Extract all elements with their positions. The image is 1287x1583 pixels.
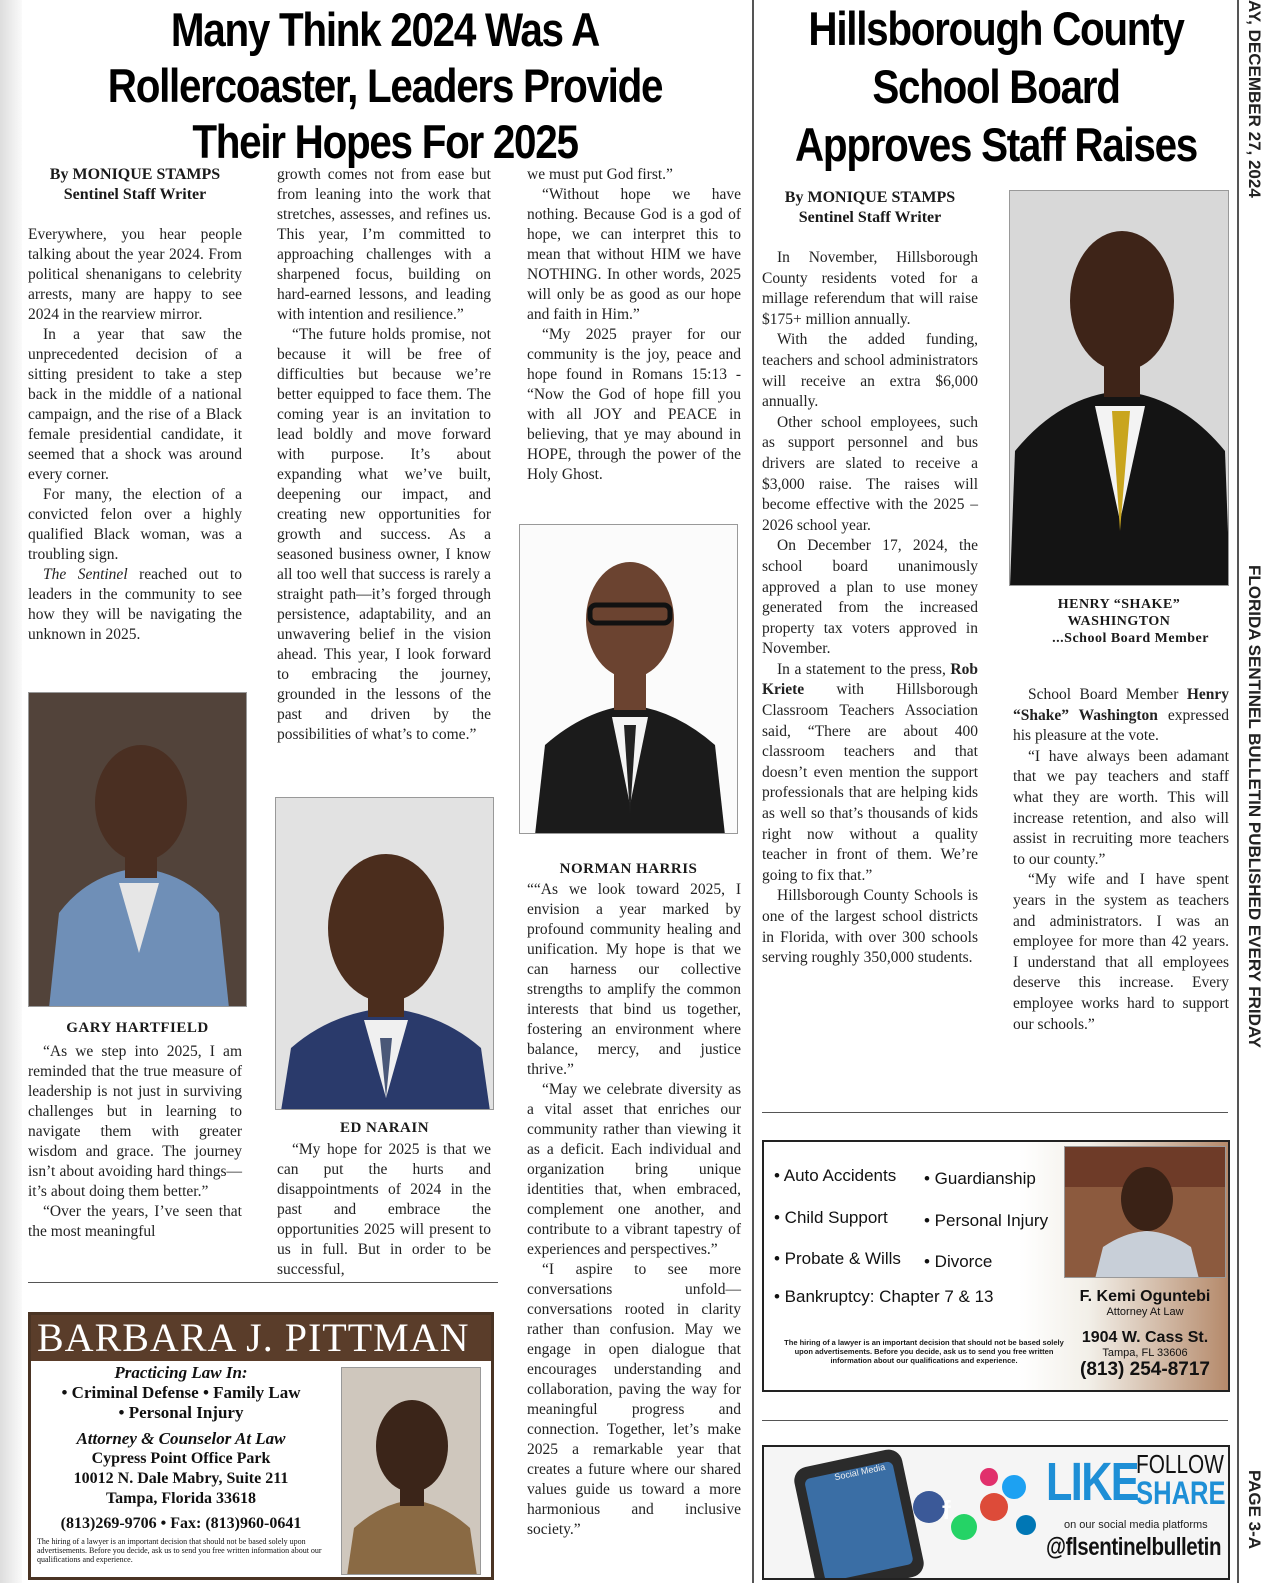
left-intro-p3: For many, the election of a convicted felon over a highly qualified Black woman, was a troubling sign. [28,486,242,563]
social-tagline: on our social media platforms [1064,1519,1208,1531]
side-page-number: PAGE 3-A [1245,1470,1264,1550]
pittman-areas-2: • Personal Injury [118,1403,244,1422]
right-col2-p3: “My wife and I have spent years in the system as teachers and administrators. I was an employee for more than 42 years. I understand that all employees deserve this increase. Every employee works hard to support our schools.” [1013,871,1229,1033]
right-col-1 [762,188,978,969]
left-headline [88,2,681,170]
left-headline-line-1: Many Think 2024 Was A [170,3,600,56]
social-share-word: SHARE [1136,1475,1226,1511]
ed-narain-photo [275,797,494,1110]
center-column-rule [752,0,754,1583]
left-intro-p1: Everywhere, you hear people talking about the year 2024. From political shenanigans to celebrity arrests, many are happy to see 2024 in the rearview mirror. [28,226,242,323]
social-icons-graphic [764,1447,1044,1580]
left-headline-line-3: Their Hopes For 2025 [192,115,578,168]
left-intro-p2: In a year that saw the unprecedented decision of a sitting president to take a step back in the middle of a national campaign, and the rise of a Black female presidential candidate, it seemed that a shock was around every corner. [28,326,242,483]
oguntebi-address: 1904 W. Cass St. [1081,1329,1209,1346]
right-col-1-text [762,248,978,969]
facebook-icon: f [942,1495,951,1525]
pittman-addr-1: Cypress Point Office Park [91,1450,271,1467]
oguntebi-item-probate-wills: • Probate & Wills [774,1249,901,1268]
left-col-2 [277,165,491,745]
pittman-practicing: Practicing Law In: [114,1363,248,1382]
col3-p3: “My 2025 prayer for our community is the joy, peace and hope found in Romans 15:13 - “Now the God of hope fill you with all JOY and PEACE in believing, that ye may abound in HOPE, through the power of the Holy Ghost. [527,326,741,483]
page-shadow [0,0,22,1583]
side-publication: FLORIDA SENTINEL BULLETIN PUBLISHED EVERY FRIDAY [1245,565,1264,1048]
norman-quote-p3: “I aspire to see more conversations unfold—conversations rooted in clarity rather than confusion. May we engage in open dialogue that encourages understanding and collaboration, paving the way for meaningful progress and connection. Together, let’s make 2025 a remarkable year that creates a future where our shared values guide us toward a more harmonious and inclusive society.” [527,1261,741,1538]
left-intro-p4 [28,565,242,645]
ad-oguntebi [762,1140,1230,1392]
right-p1: In November, Hillsborough County residents voted for a millage referendum that will raise $175+ million annually. [762,249,978,328]
social-handle: @flsentinelbulletin [1046,1533,1222,1561]
oguntebi-photo [1064,1146,1226,1278]
oguntebi-contact [1064,1288,1226,1381]
social-like-word: LIKE [1046,1452,1139,1512]
right-p6: Hillsborough County Schools is one of the largest school districts in Florida, with over 300 schools serving roughly 350,000 students. [762,887,978,967]
sentinel-italic: The Sentinel [43,566,128,583]
right-col2-p1 [1013,685,1229,747]
left-byline-title: Sentinel Staff Writer [63,186,207,203]
left-col-3 [527,165,741,485]
gary-quote-p1: “As we step into 2025, I am reminded that the true measure of leadership is not just in surviving challenges but in learning to navigate them with greater wisdom and grace. The journey isn’t about avoiding hard things—it’s about doing them better.” [28,1043,242,1200]
left-headline-line-2: Rollercoaster, Leaders Provide [107,59,663,112]
pittman-silhouette [342,1368,481,1575]
left-byline-name: By MONIQUE STAMPS [49,166,221,183]
oguntebi-disclaimer: The hiring of a lawyer is an important decision that should not be based solely upon advertisements. Before you decide, ask us to send you free written information about our qualifications and experience. [784,1338,1064,1365]
norman-quote-p2: “May we celebrate diversity as a vital asset that enriches our community rather than viewing it as a deficit. Each individual and organization bring unique identities that, when embraced, complement one another, and contribute to a vibrant tapestry of experiences and perspectives.” [527,1081,741,1258]
right-p5-post: with Hillsborough Classroom Teachers Association said, “There are about 400 classroom teachers and that doesn’t even mention the support professionals that are helping kids as well so that’s thousands of kids right now without a quality teacher in front of them. We’re going to fix that.” [762,681,978,884]
gary-silhouette [29,693,247,1007]
washington-silhouette [1010,191,1229,586]
left-intro-text [28,225,242,645]
col3-p2: “Without hope we have nothing. Because God is a god of hope, we can interpret this to mean that without HIM we have NOTHING. In other words, 2025 will only be as good as our hope and faith in Him.” [527,186,741,323]
right-p4: On December 17, 2024, the school board unanimously approved a plan to use money generated from the increased property tax voters approved in November. [762,537,978,658]
left-intro-p4-rest: reached out to leaders in the community to see how they will be navigating the unknown in 2025. [28,566,242,643]
oguntebi-silhouette [1065,1147,1226,1278]
washington-caption-title: ...School Board Member [1052,631,1209,646]
oguntebi-name: F. Kemi Oguntebi [1079,1288,1211,1305]
right-headline-line-2: School Board [872,60,1120,113]
henry-washington-photo [1009,190,1229,586]
pittman-name-banner: BARBARA J. PITTMAN [31,1315,491,1361]
pittman-phones: (813)269-9706 • Fax: (813)960-0641 [60,1515,302,1532]
norman-quote [527,880,741,1540]
col2-p1: growth comes not from ease but from leaning into the work that stretches, assesses, and refines us. This year, I’m committed to approaching challenges with a sharpened focus, building on hard-earned lessons, and leading with intention and resilience.” [277,166,491,323]
pittman-disclaimer: The hiring of a lawyer is an important decision that should not be based solely upon advertisements. Before you decide, ask us to send you free written information about our qualifications and experience. [37,1537,322,1564]
norman-quote-p1: ““As we look toward 2025, I envision a year marked by profound community healing and unification. My hope is that we can harness our collective strengths to amplify the common interests that bind us together, fostering an environment where balance, mercy, and justice thrive.” [527,881,741,1078]
norman-harris-photo [519,524,738,834]
right-headline [789,0,1204,174]
washington-name-bold: Henry “Shake” Washington [1013,686,1229,724]
ed-caption: ED NARAIN [339,1120,430,1136]
social-phone-label: Social Media [833,1461,887,1483]
side-date: AY, DECEMBER 27, 2024 [1245,0,1264,198]
oguntebi-title: Attorney At Law [1106,1306,1184,1318]
right-headline-line-1: Hillsborough County [808,2,1184,55]
oguntebi-item-auto-accidents: • Auto Accidents [774,1166,897,1185]
ed-silhouette [276,798,494,1110]
right-col2-p1-pre: School Board Member [1028,686,1187,703]
washington-caption [1009,596,1229,647]
right-col2-p2: “I have always been adamant that we pay teachers and staff what they are worth. This will increase retention, and also will assist in recruiting more teachers to our county.” [1013,747,1229,868]
ed-quote [277,1140,491,1280]
right-p5-pre: In a statement to the press, [777,660,951,678]
right-bottom-rule [762,1112,1228,1113]
oguntebi-phone: (813) 254-8717 [1080,1359,1210,1380]
right-p3: Other school employees, such as support personnel and bus drivers are slated to receive a $3,000 raise. The raises will become effective with the 2025 – 2026 school year. [762,413,978,534]
ad-social-media [762,1445,1230,1580]
right-p5 [762,660,978,887]
right-headline-line-3: Approves Staff Raises [795,118,1197,171]
pittman-details [31,1363,331,1566]
pittman-addr-3: Tampa, Florida 33618 [105,1490,257,1507]
norman-silhouette [520,525,738,834]
oguntebi-item-bankruptcy: • Bankruptcy: Chapter 7 & 13 [774,1287,994,1306]
left-bottom-rule [28,1282,498,1283]
col3-p1: we must put God first.” [527,166,673,183]
oguntebi-item-divorce: • Divorce [924,1252,993,1271]
right-byline-title: Sentinel Staff Writer [798,209,942,226]
oguntebi-item-personal-injury: • Personal Injury [924,1211,1049,1230]
right-bottom-rule-2 [762,1420,1228,1421]
ad-pittman [28,1312,494,1580]
ed-quote-p1: “My hope for 2025 is that we can put the hurts and disappointments of 2024 in the past and embrace the opportunities 2025 will present to us in full. But in order to be successful, [277,1141,491,1278]
pittman-areas-1: • Criminal Defense • Family Law [61,1383,301,1402]
pittman-addr-2: 10012 N. Dale Mabry, Suite 211 [73,1470,289,1487]
rob-kriete-name: Rob Kriete [762,660,978,699]
washington-caption-name: HENRY “SHAKE” WASHINGTON [1057,597,1181,629]
oguntebi-city: Tampa, FL 33606 [1102,1347,1188,1359]
gary-quote-p2: “Over the years, I’ve seen that the most meaningful [28,1203,242,1240]
col2-p2: “The future holds promise, not because it will be free of difficulties but because we’re better equipped to face them. The coming year is an invitation to lead boldly and move forward with purpose. It’s about expanding what we’ve built, deepening our impact, and creating new opportunities for growth and success. As a seasoned business owner, I know all too well that success is rarely a straight path—it’s forged through persistence, adaptability, and an unwavering belief in the vision ahead. This year, I look forward to embracing the journey, grounded in the lessons of the past and driven by the possibilities of what’s to come.” [277,326,491,743]
pittman-photo [341,1367,481,1575]
left-col-1 [28,165,242,645]
pittman-title: Attorney & Counselor At Law [76,1429,286,1448]
right-col-2 [1013,685,1229,1035]
social-follow-word: FOLLOW [1136,1449,1224,1479]
right-p2: With the added funding, teachers and school administrators will receive an extra $6,000 annually. [762,331,978,411]
oguntebi-item-guardianship: • Guardianship [924,1169,1036,1188]
right-byline-name: By MONIQUE STAMPS [784,189,956,206]
gary-quote [28,1042,242,1242]
right-col2-p1-post: expressed his pleasure at the vote. [1013,706,1229,745]
gary-caption: GARY HARTFIELD [66,1020,209,1036]
gary-hartfield-photo [28,692,247,1007]
oguntebi-item-child-support: • Child Support [774,1208,888,1227]
side-banner-rule [1237,0,1239,1583]
norman-caption: NORMAN HARRIS [559,861,698,877]
